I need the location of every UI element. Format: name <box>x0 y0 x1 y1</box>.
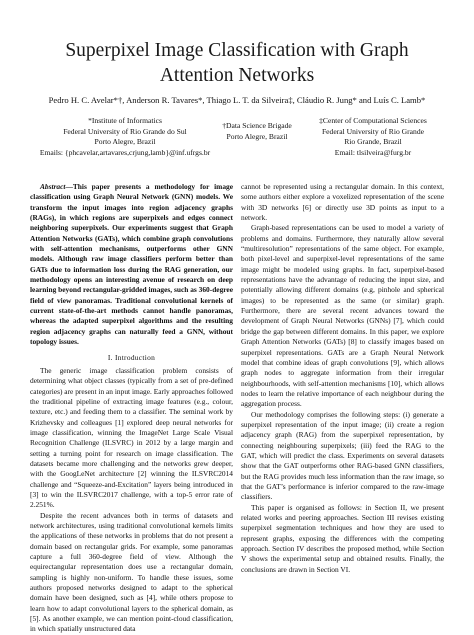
affiliation-line: Porto Alegre, Brazil <box>94 137 156 147</box>
affiliation-informatics <box>36 116 214 158</box>
abstract-label: Abstract <box>40 182 66 191</box>
affiliation-line: Federal University of Rio Grande do Sul <box>63 126 187 136</box>
affiliation-data-science-brigade <box>221 121 293 142</box>
affiliation-computational-sciences <box>302 116 444 158</box>
abstract <box>30 182 233 348</box>
affiliation-line: Rio Grande, Brazil <box>344 137 402 147</box>
affiliation-line: Porto Alegre, Brazil <box>226 131 288 141</box>
body-paragraph: Our methodology comprises the following steps: (i) generate a superpixel representation of the input image; (ii) create a region adjacency graph (RAG) from the superpixel representation, by connecting neighbouring superpixels; (iii) feed the RAG to the GAT, which will predict the class. Experiments on several datasets show that the GAT outperforms other RAG-based GNN classifiers, but the RAG provides much less information than the raw image, so that the GAT’s performance is inferior compared to the raw-image classifiers. <box>241 409 444 502</box>
affiliation-email: Emails: {phcavelar,artavares,crjung,lamb}@inf.ufrgs.br <box>39 147 211 157</box>
affiliation-line: Federal University of Rio Grande <box>321 126 425 136</box>
affiliation-line: †Data Science Brigade <box>222 121 292 130</box>
body-paragraph: cannot be represented using a rectangular domain. In this context, some authors either explore a voxelized representation of the scene with 3D networks [6] or directly use 3D points as input to a network. <box>241 182 444 223</box>
paper-title <box>0 38 474 88</box>
title-line-2: Attention Networks <box>159 65 315 86</box>
right-column <box>241 182 444 575</box>
left-column <box>30 182 233 635</box>
body-paragraph: Graph-based representations can be used to model a variety of problems and domains. Furthermore, they naturally allow several “multiresolution” representations of the same object. For example, both pixel-level and superpixel-level representations of the same image might be modeled using graphs. In fact, superpixel-based representations have the advantage of reducing the input size, and potentially allowing different domains (e.g, pinhole and spherical images) to be represented as the same (or similar) graph. Furthermore, there are several recent advances toward the development of Graph Neural Networks (GNNs) [7], which could bridge the gap between different domains. In this paper, we explore Graph Attention Networks (GATs) [8] to classify images based on superpixel representations. GATs are a Graph Neural Network model that combine ideas of graph convolutions [9], which allows graph nodes to aggregate information from their irregular neighbourhoods, with self-attention mechanisms [10], which allows nodes to learn the relative importance of each neighbour during the aggregation process. <box>241 223 444 409</box>
section-heading-introduction: I. Introduction <box>107 352 156 362</box>
body-paragraph: Despite the recent advances both in terms of datasets and network architectures, using traditional convolutional kernels limits the applications of these networks in problems that do not present a domain based on rectangular grids. For example, some panoramas capture a full 360-degree field of view. Although the equirectangular representation does use a rectangular domain, sampling is highly non-uniform. To handle these issues, some authors proposed networks designed to adapt to the spherical domain have been designed, such as [4], while others propose to learn how to adapt convolutional layers to the spherical domain, as [5]. As another example, we can mention point-cloud classification, in which spatially unstructured data <box>30 510 233 634</box>
body-paragraph: This paper is organised as follows: in Section II, we present related works and peering approaches. Section III revises existing superpixel segmentation techniques and how they are used to represent graphs, exposing the differences with the competing approach. Section IV describes the proposed method, while Section V shows the experimental setup and obtained results. Finally, the conclusions are drawn in Section VI. <box>241 502 444 574</box>
affiliation-email: Email: tlsilveira@furg.br <box>334 147 412 157</box>
affiliation-line: *Institute of Informatics <box>88 116 162 125</box>
abstract-text: —This paper presents a methodology for image classification using Graph Neural Network (GNN) models. We transform the input images into region adjacency graphs (RAGs), in which regions are superpixels and edges connect neighboring superpixels. Our experiments suggest that Graph Attention Networks (GATs), which combine graph convolutions with self-attention mechanisms, outperforms other GNN models. Although raw image classifiers perform better than GATs due to information loss during the RAG generation, our methodology opens an interesting avenue of research on deep learning beyond rectangular-gridded images, such as 360-degree field of view panoramas. Traditional convolutional kernels of current state-of-the-art methods cannot handle panoramas, whereas the adapted superpixel algorithms and the resulting region adjacency graphs can naturally feed a GNN, without topology issues. <box>30 182 233 347</box>
author-list: Pedro H. C. Avelar*†, Anderson R. Tavares*, Thiago L. T. da Silveira‡, Cláudio R. Jung* and Luís C. Lamb* <box>48 95 426 105</box>
title-line-1: Superpixel Image Classification with Graph <box>65 40 409 61</box>
body-paragraph: The generic image classification problem consists of determining what object classes (typically from a set of pre-defined categories) are present in an input image. Early approaches followed the traditional pipeline of extracting image features (e.g., colour, texture, etc.) and feeding them to a classifier. The seminal work by Krizhevsky and colleagues [1] explored deep neural networks for image classification, winning the ImageNet Large Scale Visual Recognition Challenge (ILSVRC) in 2012 by a large margin and setting a turning point for research on image classification. The datasets became more challenging and the networks grew deeper, with the GoogLeNet architecture [2] winning the ILSVRC2014 challenge and “Squeeze-and-Excitation” layers being introduced in [3] to win the ILSVRC2017 challenge, with a top-5 error rate of 2.251%. <box>30 365 233 510</box>
affiliation-line: ‡Center of Computational Sciences <box>319 116 427 125</box>
